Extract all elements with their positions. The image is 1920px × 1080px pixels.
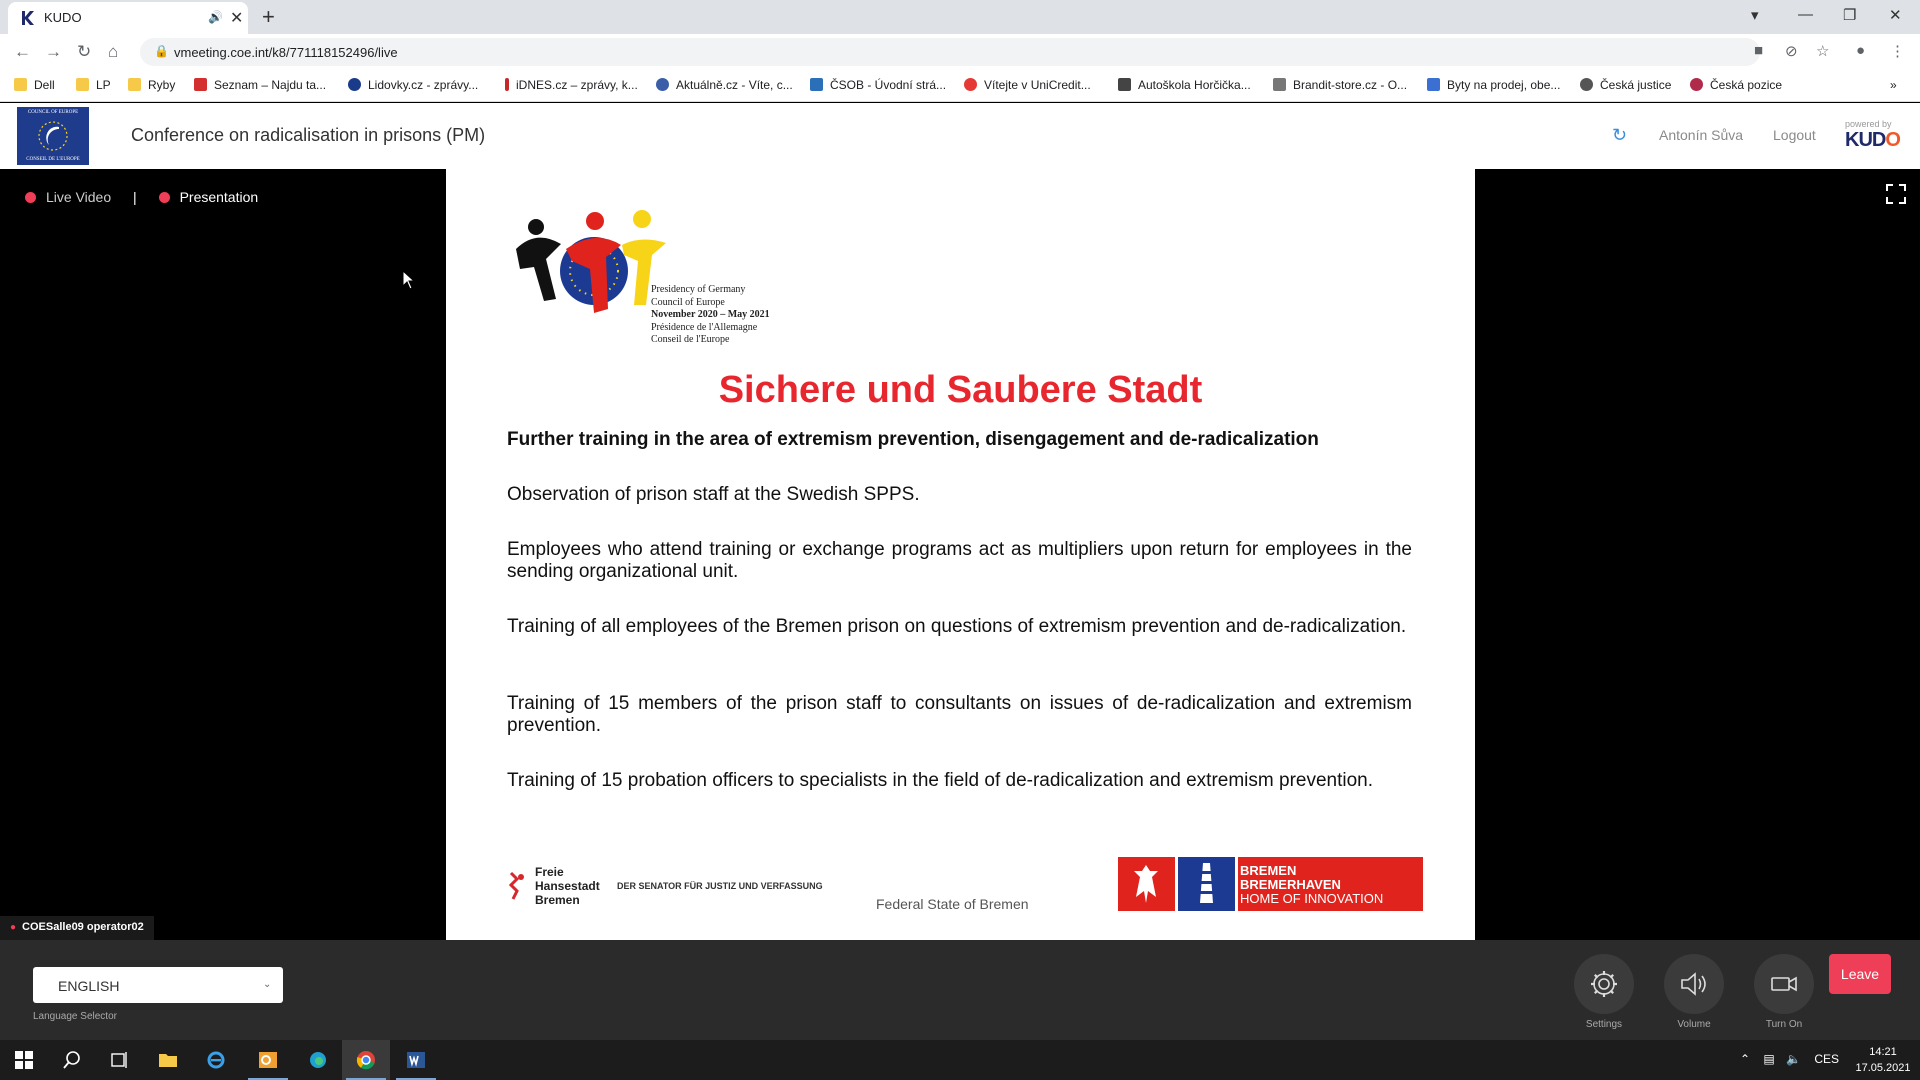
internet-explorer-icon xyxy=(206,1050,226,1070)
powered-by-text: powered by xyxy=(1845,119,1892,129)
live-video-dot-icon xyxy=(25,192,36,203)
browser-tab-bar xyxy=(0,0,1920,34)
mouse-cursor-icon xyxy=(402,270,416,290)
meeting-controls-bar xyxy=(0,940,1920,1040)
volume-label: Volume xyxy=(1677,1019,1711,1030)
bookmark-item[interactable]: Lidovky.cz - zprávy... xyxy=(348,78,478,92)
tab-audio-icon[interactable]: 🔊 xyxy=(208,10,223,24)
live-video-toggle[interactable]: Live Video xyxy=(25,189,111,205)
close-window-button[interactable]: ✕ xyxy=(1889,7,1902,24)
logout-link[interactable]: Logout xyxy=(1773,127,1816,143)
main-stage xyxy=(0,169,1920,940)
bookmark-item[interactable]: Dell xyxy=(14,78,55,92)
forward-button[interactable]: → xyxy=(45,42,62,61)
settings-button[interactable] xyxy=(1574,954,1634,1014)
taskbar-clock[interactable]: 14:21 17.05.2021 xyxy=(1855,1046,1911,1074)
browser-tab[interactable] xyxy=(8,2,248,34)
bookmark-item[interactable]: Česká justice xyxy=(1580,78,1671,92)
address-bar[interactable] xyxy=(140,38,1760,66)
mode-separator: | xyxy=(133,189,137,205)
input-language[interactable]: CES xyxy=(1814,1052,1840,1066)
bookmarks-overflow-icon[interactable]: » xyxy=(1890,78,1897,92)
chrome-icon xyxy=(356,1050,376,1070)
taskbar-search-button[interactable] xyxy=(48,1040,96,1080)
outlook-button[interactable] xyxy=(244,1040,292,1080)
reload-button[interactable]: ↻ xyxy=(77,42,92,61)
edge-button[interactable] xyxy=(294,1040,342,1080)
bookmark-item[interactable]: Ryby xyxy=(128,78,175,92)
system-tray xyxy=(1740,1052,1839,1066)
bookmarks-bar xyxy=(0,70,1920,102)
presentation-slide: Presidency of Germany Council of Europe November 2020 – May 2021 Présidence de l'Allemagne Conseil de l'Europe Sichere und Saubere Stadt Further training in the area of extremism prevention, disengagement and de-radicalization Observation of prison staff at the Swedish SPPS. Employees who attend training or exchange programs act as multipliers upon return for employees in the sending organizational unit. Training of all employees of the Bremen prison on questions of extremism prevention and de-radicalization. Training of 15 members of the prison staff to consultants on issues of de-radicalization and extremism prevention. Training of 15 probation officers to specialists in the field of de-radicalization and extremism prevention. Freie Hansestadt Bremen DER SENATOR FÜR JUSTIZ UND VERFASSUNG Federal State of Bremen BREMEN BREMERHAVEN HOME OF INNOVATION xyxy=(446,169,1475,940)
profile-avatar-icon[interactable]: ● xyxy=(1856,42,1866,59)
bookmark-item[interactable]: Autoškola Horčička... xyxy=(1118,78,1251,92)
word-icon xyxy=(406,1050,426,1070)
senator-caption: DER SENATOR FÜR JUSTIZ UND VERFASSUNG xyxy=(617,881,823,891)
council-of-europe-logo: COUNCIL OF EUROPE CONSEIL DE L'EUROPE xyxy=(17,107,89,165)
url-text: vmeeting.coe.int/k8/771118152496/live xyxy=(174,45,398,60)
kudo-logo: KUDO xyxy=(1845,129,1900,151)
presidency-caption: Presidency of Germany Council of Europe November 2020 – May 2021 Présidence de l'Allemagne Conseil de l'Europe xyxy=(651,284,770,345)
bookmark-item[interactable]: iDNES.cz – zprávy, k... xyxy=(505,78,638,92)
slide-paragraph: Training of all employees of the Bremen prison on questions of extremism prevention and de-radicalization. xyxy=(507,616,1407,637)
privacy-icon[interactable]: ⊘ xyxy=(1785,43,1798,60)
task-view-button[interactable] xyxy=(96,1040,144,1080)
presentation-dot-icon xyxy=(159,192,170,203)
user-name[interactable]: Antonín Sůva xyxy=(1659,127,1744,143)
slide-paragraph: Training of 15 members of the prison staff to consultants on issues of de-radicalization and extremism prevention. xyxy=(507,693,1412,736)
view-mode-switch xyxy=(25,189,258,205)
chrome-button[interactable] xyxy=(342,1040,390,1080)
speaker-icon[interactable]: 🔈 xyxy=(1786,1052,1802,1066)
language-selector-label: Language Selector xyxy=(33,1011,117,1022)
bookmark-item[interactable]: Byty na prodej, obe... xyxy=(1427,78,1560,92)
bookmark-star-icon[interactable]: ☆ xyxy=(1816,43,1830,60)
edge-icon xyxy=(308,1050,328,1070)
video-camera-icon xyxy=(1768,968,1800,1000)
lock-icon: 🔒 xyxy=(154,44,169,58)
language-selector[interactable]: ENGLISH ⌄ xyxy=(33,967,283,1003)
app-header xyxy=(0,103,1920,169)
minimize-button[interactable]: — xyxy=(1798,6,1813,23)
tab-search-icon[interactable]: ▾ xyxy=(1751,7,1759,24)
bookmark-item[interactable]: ČSOB - Úvodní strá... xyxy=(810,78,946,92)
microphone-icon: ● xyxy=(10,922,17,933)
windows-logo-icon xyxy=(14,1050,34,1070)
presidency-germany-logo xyxy=(506,209,666,329)
task-view-icon xyxy=(110,1050,130,1070)
bookmark-item[interactable]: Vítejte v UniCredit... xyxy=(964,78,1091,92)
operator-badge: ● COESalle09 operator02 xyxy=(0,916,154,940)
gear-icon xyxy=(1588,968,1620,1000)
tab-title: KUDO xyxy=(44,10,82,25)
slide-title: Sichere und Saubere Stadt xyxy=(718,369,1203,411)
slide-paragraph: Observation of prison staff at the Swedish SPPS. xyxy=(507,484,920,505)
tray-overflow-icon[interactable]: ⌃ xyxy=(1740,1052,1751,1066)
windows-taskbar xyxy=(0,1040,1920,1080)
chevron-down-icon: ⌄ xyxy=(263,979,272,990)
kudo-favicon-icon xyxy=(20,10,36,26)
bookmark-item[interactable]: Brandit-store.cz - O... xyxy=(1273,78,1407,92)
browser-toolbar xyxy=(0,34,1920,70)
tab-close-icon[interactable]: ✕ xyxy=(230,10,244,27)
bremerhaven-lighthouse-icon xyxy=(1178,857,1235,911)
bookmark-item[interactable]: Seznam – Najdu ta... xyxy=(194,78,326,92)
restore-button[interactable]: ❐ xyxy=(1843,7,1857,24)
start-button[interactable] xyxy=(0,1040,48,1080)
presentation-toggle[interactable]: Presentation xyxy=(159,189,259,205)
home-button[interactable]: ⌂ xyxy=(108,42,119,61)
word-button[interactable] xyxy=(392,1040,440,1080)
fullscreen-icon[interactable] xyxy=(1886,184,1906,204)
slide-paragraph: Employees who attend training or exchange programs act as multipliers upon return for employees in the sending organizational unit. xyxy=(507,539,1412,582)
file-explorer-button[interactable] xyxy=(144,1040,192,1080)
settings-label: Settings xyxy=(1585,1019,1623,1030)
bremen-roland-icon xyxy=(1118,857,1175,911)
back-button[interactable]: ← xyxy=(14,42,31,61)
bookmark-item[interactable]: Česká pozice xyxy=(1690,78,1782,92)
internet-explorer-button[interactable] xyxy=(192,1040,240,1080)
conference-title: Conference on radicalisation in prisons (PM) xyxy=(131,125,486,145)
search-icon xyxy=(62,1050,82,1070)
bremen-key-icon xyxy=(507,871,529,901)
outlook-icon xyxy=(258,1050,278,1070)
refresh-icon[interactable]: ↻ xyxy=(1612,125,1628,145)
browser-menu-icon[interactable]: ⋮ xyxy=(1890,43,1905,60)
new-tab-button[interactable]: + xyxy=(262,4,275,29)
bremen-bremerhaven-logo: BREMEN BREMERHAVEN HOME OF INNOVATION xyxy=(1118,857,1423,911)
coe-emblem-icon xyxy=(35,117,71,155)
slide-paragraph: Training of 15 probation officers to specialists in the field of de-radicalization and extremism prevention. xyxy=(507,770,1374,791)
leave-button[interactable]: Leave xyxy=(1829,954,1891,994)
slide-subtitle: Further training in the area of extremism prevention, disengagement and de-radicalization xyxy=(507,429,1319,450)
camera-button[interactable] xyxy=(1754,954,1814,1014)
volume-button[interactable] xyxy=(1664,954,1724,1014)
network-icon[interactable]: ▤ xyxy=(1763,1052,1775,1066)
bookmark-item[interactable]: LP xyxy=(76,78,111,92)
camera-label: Turn On xyxy=(1765,1019,1803,1030)
camera-permission-icon[interactable]: ■ xyxy=(1754,42,1764,59)
volume-icon xyxy=(1678,968,1710,1000)
folder-icon xyxy=(158,1050,178,1070)
federal-state-caption: Federal State of Bremen xyxy=(876,896,1029,912)
bookmark-item[interactable]: Aktuálně.cz - Víte, c... xyxy=(656,78,793,92)
